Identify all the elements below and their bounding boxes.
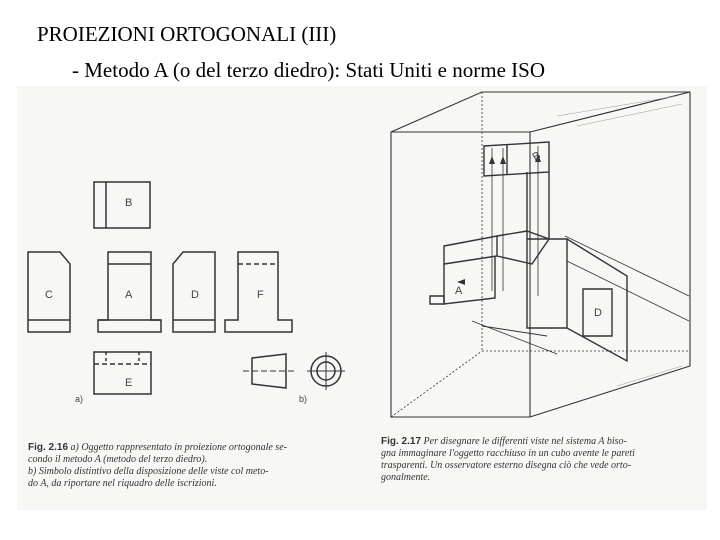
label-view-d: D bbox=[191, 289, 199, 301]
caption-fig-2-17-number: Fig. 2.17 bbox=[381, 436, 422, 447]
caption-fig-2-16 bbox=[28, 442, 368, 490]
caption-fig-2-16-line2: condo il metodo A (metodo del terzo diedro). bbox=[28, 454, 208, 465]
label-cube-d: D bbox=[594, 307, 602, 319]
label-part-a: a) bbox=[75, 394, 84, 404]
caption-fig-2-16-line4: do A, da riportare nel riquadro delle iscrizioni. bbox=[28, 478, 217, 489]
caption-fig-2-17-line1: Per disegnare le differenti viste nel sistema A biso- bbox=[421, 436, 627, 447]
label-part-b: b) bbox=[299, 394, 308, 404]
label-view-b: B bbox=[125, 197, 133, 209]
caption-fig-2-17-line2: gna immaginare l'oggetto racchiuso in un cubo avente le pareti bbox=[381, 448, 635, 459]
label-cube-a: A bbox=[455, 285, 463, 297]
label-cube-b: B bbox=[530, 149, 543, 164]
slide-title: PROIEZIONI ORTOGONALI (III) bbox=[37, 22, 337, 46]
caption-fig-2-17-line4: gonalmente. bbox=[381, 472, 431, 483]
caption-fig-2-16-number: Fig. 2.16 bbox=[28, 442, 69, 453]
caption-fig-2-17 bbox=[381, 436, 706, 484]
label-view-f: F bbox=[257, 289, 264, 301]
caption-fig-2-16-line1: a) Oggetto rappresentato in proiezione ortogonale se- bbox=[68, 442, 287, 453]
scanned-figure-area bbox=[17, 86, 707, 510]
label-view-c: C bbox=[45, 289, 53, 301]
caption-fig-2-16-line3: b) Simbolo distintivo della disposizione delle viste col meto- bbox=[28, 466, 269, 477]
caption-fig-2-17-line3: trasparenti. Un osservatore esterno disegna ciò che vede orto- bbox=[381, 460, 632, 471]
slide-subtitle: - Metodo A (o del terzo diedro): Stati Uniti e norme ISO bbox=[72, 58, 545, 82]
label-view-e: E bbox=[125, 377, 133, 389]
label-view-a: A bbox=[125, 289, 133, 301]
